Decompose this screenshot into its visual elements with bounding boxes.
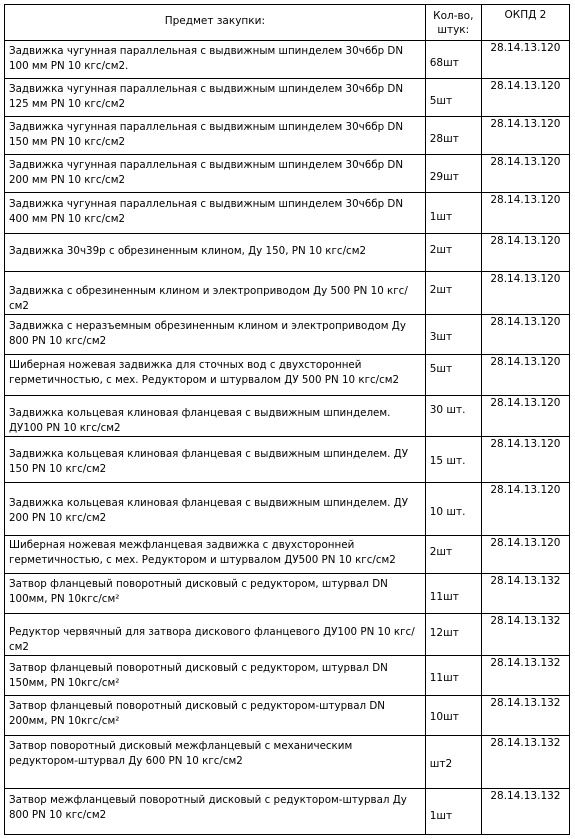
table-row [5,234,570,272]
item-okpd-code: 28.14.13.120 [490,80,561,92]
table-row [5,483,570,536]
item-okpd-code: 28.14.13.120 [490,156,561,168]
item-quantity: 15 шт. [429,455,466,467]
table-row [5,79,570,117]
item-quantity: 2шт [429,546,453,558]
item-name: Задвижка кольцевая клиновая фланцевая с выдвижным шпинделем. ДУ 150 PN 10 кгс/см2 [9,448,408,475]
item-okpd-code: 28.14.13.120 [490,537,561,549]
item-quantity: 2шт [429,244,453,256]
table-row [5,574,570,614]
item-quantity-cell [425,396,481,437]
item-quantity: 12шт [429,627,459,639]
table-row [5,155,570,193]
item-quantity: 29шт [429,171,459,183]
item-name: Затвор фланцевый поворотный дисковый с редуктором, штурвал DN 150мм, PN 10кгс/см² [9,662,388,689]
item-quantity-cell [425,193,481,234]
item-okpd-cell [481,355,569,396]
item-quantity-cell [425,536,481,574]
item-okpd-code: 28.14.13.132 [490,790,561,802]
table-row [5,117,570,155]
item-quantity: 1шт [429,211,453,223]
table-row [5,696,570,736]
item-quantity: 68шт [429,57,459,69]
item-okpd-cell [481,614,569,656]
item-okpd-code: 28.14.13.120 [490,42,561,54]
item-name-cell [5,614,426,656]
item-quantity: 5шт [429,363,453,375]
item-quantity: 11шт [429,591,459,603]
item-okpd-code: 28.14.13.120 [490,194,561,206]
table-row [5,396,570,437]
table-row [5,656,570,696]
item-quantity-cell [425,437,481,483]
item-name-cell [5,736,426,789]
item-name: Задвижка чугунная параллельная с выдвижным шпинделем 30ч6бр DN 400 мм PN 10 кгс/см2 [9,198,404,225]
item-quantity: 5шт [429,95,453,107]
table-row [5,193,570,234]
item-name: Редуктор червячный для затвора дискового фланцевого ДУ100 PN 10 кгс/см2 [9,626,415,653]
table-row [5,355,570,396]
item-okpd-code: 28.14.13.120 [490,316,561,328]
table-row [5,789,570,835]
item-okpd-cell [481,155,569,193]
item-okpd-cell [481,396,569,437]
item-okpd-code: 28.14.13.120 [490,438,561,450]
item-name: Задвижка чугунная параллельная с выдвижным шпинделем 30ч6бр DN 200 мм PN 10 кгс/см2 [9,159,404,186]
item-name: Задвижка кольцевая клиновая фланцевая с выдвижным шпинделем. ДУ 200 PN 10 кгс/см2 [9,497,408,524]
item-name: Затвор фланцевый поворотный дисковый с редуктором-штурвал DN 200мм, PN 10кгс/см² [9,700,386,727]
table-row [5,536,570,574]
item-name-cell [5,315,426,355]
table-row [5,437,570,483]
item-name-cell [5,234,426,272]
item-quantity-cell [425,355,481,396]
item-okpd-code: 28.14.13.120 [490,484,561,496]
item-name-cell [5,355,426,396]
item-quantity: 30 шт. [429,404,466,416]
item-name-cell [5,574,426,614]
item-okpd-cell [481,656,569,696]
item-name-cell [5,117,426,155]
item-name: Затвор фланцевый поворотный дисковый с редуктором, штурвал DN 100мм, PN 10кгс/см² [9,578,388,605]
item-okpd-code: 28.14.13.120 [490,118,561,130]
item-name-cell [5,155,426,193]
item-name: Задвижка с обрезиненным клином и электроприводом Ду 500 PN 10 кгс/см2 [9,285,408,312]
item-name: Задвижка чугунная параллельная с выдвижным шпинделем 30ч6бр DN 150 мм PN 10 кгс/см2 [9,121,404,148]
item-okpd-cell [481,536,569,574]
item-quantity-cell [425,574,481,614]
item-quantity: 1шт [429,810,453,822]
item-name-cell [5,696,426,736]
item-okpd-cell [481,234,569,272]
item-quantity-cell [425,117,481,155]
item-name: Задвижка 30ч39р с обрезиненным клином, Ду 150, PN 10 кгс/см2 [9,245,367,257]
item-okpd-cell [481,315,569,355]
item-name-cell [5,483,426,536]
item-name: Задвижка кольцевая клиновая фланцевая с выдвижным шпинделем. ДУ100 PN 10 кгс/см2 [9,407,391,434]
item-okpd-code: 28.14.13.120 [490,397,561,409]
item-name-cell [5,656,426,696]
item-quantity: 10 шт. [429,506,466,518]
item-quantity-cell [425,789,481,835]
item-okpd-code: 28.14.13.132 [490,615,561,627]
item-okpd-cell [481,41,569,79]
table-row [5,315,570,355]
item-name-cell [5,193,426,234]
item-quantity: шт2 [429,758,453,770]
item-okpd-cell [481,117,569,155]
item-name: Затвор межфланцевый поворотный дисковый с редуктором-штурвал Ду 800 PN 10 кгс/см2 [9,794,407,821]
item-okpd-cell [481,789,569,835]
item-quantity-cell [425,41,481,79]
item-quantity: 11шт [429,672,459,684]
table-row [5,614,570,656]
item-quantity-cell [425,736,481,789]
item-quantity-cell [425,656,481,696]
table-header-row [5,5,570,41]
item-name-cell [5,396,426,437]
item-okpd-cell [481,736,569,789]
item-quantity-cell [425,155,481,193]
header-quantity: Кол-во, штук: [425,5,481,41]
header-subject: Предмет закупки: [5,5,426,41]
table-row [5,41,570,79]
item-okpd-code: 28.14.13.132 [490,697,561,709]
item-okpd-cell [481,437,569,483]
item-name-cell [5,789,426,835]
item-okpd-cell [481,79,569,117]
item-name-cell [5,437,426,483]
item-name-cell [5,79,426,117]
item-name-cell [5,272,426,315]
item-quantity: 28шт [429,133,459,145]
item-quantity-cell [425,272,481,315]
item-okpd-cell [481,193,569,234]
item-okpd-code: 28.14.13.132 [490,657,561,669]
item-okpd-cell [481,574,569,614]
item-name-cell [5,536,426,574]
item-quantity-cell [425,614,481,656]
item-quantity-cell [425,79,481,117]
table-row [5,272,570,315]
item-okpd-code: 28.14.13.120 [490,235,561,247]
item-okpd-cell [481,483,569,536]
item-quantity: 3шт [429,331,453,343]
item-okpd-code: 28.14.13.132 [490,737,561,749]
header-okpd: ОКПД 2 [481,5,569,41]
item-okpd-cell [481,272,569,315]
item-okpd-code: 28.14.13.120 [490,273,561,285]
item-quantity: 10шт [429,711,459,723]
item-name: Затвор поворотный дисковый межфланцевый с механическим редуктором-штурвал Ду 600 PN 10 кгс/см2 [9,740,353,767]
item-okpd-code: 28.14.13.132 [490,575,561,587]
item-name: Задвижка с неразъемным обрезиненным клином и электроприводом Ду 800 PN 10 кгс/см2 [9,320,406,347]
item-name: Задвижка чугунная параллельная с выдвижным шпинделем 30ч6бр DN 125 мм PN 10 кгс/см2 [9,83,404,110]
item-quantity-cell [425,234,481,272]
item-name-cell [5,41,426,79]
table-row [5,736,570,789]
item-quantity: 2шт [429,284,453,296]
item-okpd-code: 28.14.13.120 [490,356,561,368]
item-quantity-cell [425,315,481,355]
item-name: Шиберная ножевая задвижка для сточных вод с двухсторонней герметичностью, с мех. Редуктором и штурвалом ДУ 500 PN 10 кгс/см2 [9,359,400,386]
item-quantity-cell [425,483,481,536]
item-okpd-cell [481,696,569,736]
item-quantity-cell [425,696,481,736]
procurement-table [4,4,570,835]
item-name: Шиберная ножевая межфланцевая задвижка с двухсторонней герметичностью, с мех. Редуктором и штурвалом ДУ500 PN 10 кгс/см2 [9,539,396,566]
item-name: Задвижка чугунная параллельная с выдвижным шпинделем 30ч6бр DN 100 мм PN 10 кгс/см2. [9,45,404,72]
